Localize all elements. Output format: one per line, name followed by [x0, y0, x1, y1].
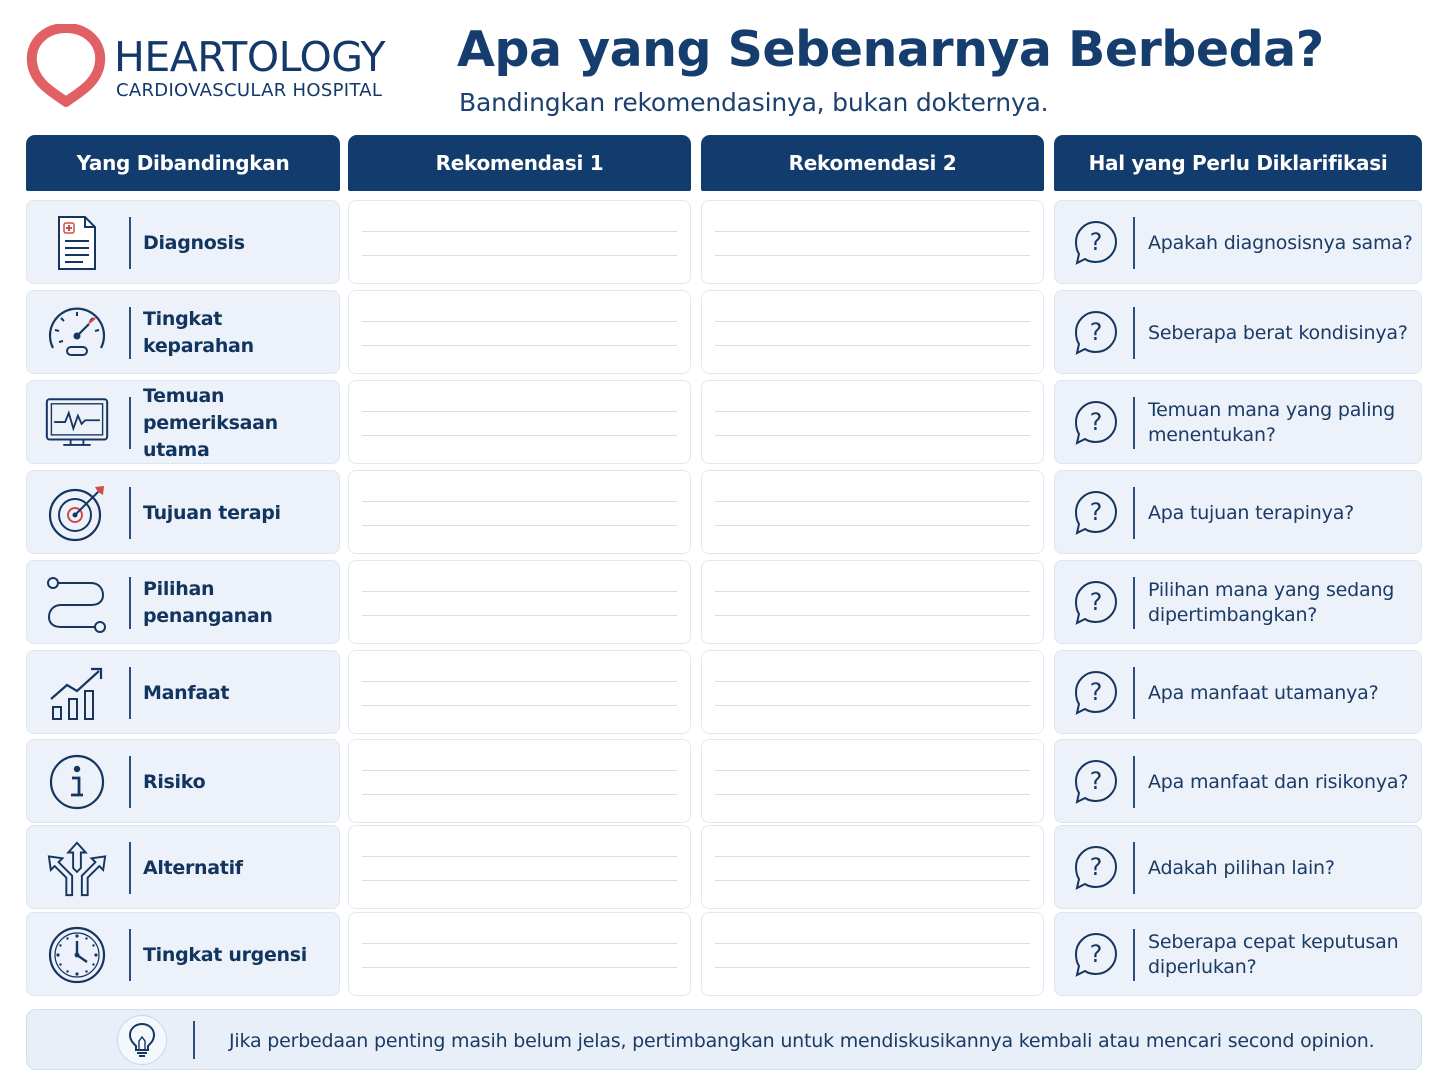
target-icon: [47, 483, 107, 543]
row-label-cell: [26, 739, 340, 823]
recommendation-1-field[interactable]: [348, 290, 691, 374]
row-label: Risiko: [143, 770, 206, 793]
row-label: Alternatif: [143, 856, 243, 879]
table-row: [0, 825, 1448, 909]
question-bubble-icon: [1073, 758, 1119, 806]
recommendation-1-field[interactable]: [348, 650, 691, 734]
question-bubble-icon: [1073, 579, 1119, 627]
row-label-cell: [26, 290, 340, 374]
clarify-question: Apa manfaat dan risikonya?: [1148, 770, 1409, 793]
recommendation-2-field[interactable]: [701, 650, 1044, 734]
question-bubble-icon: [1073, 844, 1119, 892]
recommendation-2-field[interactable]: [701, 380, 1044, 464]
table-row: [0, 290, 1448, 374]
table-row: [0, 470, 1448, 554]
clarify-question: Apa manfaat utamanya?: [1148, 681, 1379, 704]
clarify-question: Temuan mana yang paling menentukan?: [1148, 399, 1396, 446]
lightbulb-icon: [117, 1015, 167, 1065]
row-label: Pilihan penanganan: [143, 578, 273, 627]
growth-chart-icon: [47, 663, 107, 723]
heart-logo-icon: [26, 24, 106, 108]
clarify-cell: [1054, 290, 1422, 374]
clarify-cell: [1054, 825, 1422, 909]
clarify-cell: [1054, 470, 1422, 554]
column-header-recommendation-2: Rekomendasi 2: [701, 135, 1044, 191]
table-row: [0, 650, 1448, 734]
clarify-cell: [1054, 380, 1422, 464]
gauge-icon: [45, 304, 109, 362]
column-header-clarify: Hal yang Perlu Diklarifikasi: [1054, 135, 1422, 191]
clarify-cell: [1054, 560, 1422, 644]
hospital-logo: [26, 24, 416, 114]
recommendation-2-field[interactable]: [701, 290, 1044, 374]
table-row: [0, 560, 1448, 644]
clarify-question: Apakah diagnosisnya sama?: [1148, 231, 1413, 254]
table-row: [0, 380, 1448, 464]
clarify-cell: [1054, 912, 1422, 996]
row-label-cell: [26, 470, 340, 554]
svg-text:?: ?: [1089, 678, 1103, 706]
recommendation-1-field[interactable]: [348, 200, 691, 284]
recommendation-2-field[interactable]: [701, 470, 1044, 554]
recommendation-1-field[interactable]: [348, 560, 691, 644]
row-label-cell: [26, 650, 340, 734]
split-arrow-icon: [45, 838, 109, 898]
svg-text:?: ?: [1089, 767, 1103, 795]
svg-text:?: ?: [1089, 853, 1103, 881]
svg-text:?: ?: [1089, 940, 1103, 968]
svg-text:?: ?: [1089, 498, 1103, 526]
page-subtitle: Bandingkan rekomendasinya, bukan dokternya.: [459, 88, 1049, 117]
row-label: Tingkat keparahan: [143, 308, 254, 357]
clarify-question: Seberapa cepat keputusan diperlukan?: [1148, 931, 1399, 978]
clarify-question: Apa tujuan terapinya?: [1148, 501, 1355, 524]
table-row: [0, 912, 1448, 996]
row-label-cell: [26, 200, 340, 284]
info-icon: [48, 753, 106, 811]
svg-text:?: ?: [1089, 408, 1103, 436]
question-bubble-icon: [1073, 669, 1119, 717]
svg-text:?: ?: [1089, 228, 1103, 256]
question-bubble-icon: [1073, 219, 1119, 267]
recommendation-1-field[interactable]: [348, 470, 691, 554]
clarify-question: Pilihan mana yang sedang dipertimbangkan?: [1148, 579, 1395, 626]
logo-subtitle: CARDIOVASCULAR HOSPITAL: [116, 80, 383, 101]
recommendation-1-field[interactable]: [348, 912, 691, 996]
row-label: Temuan pemeriksaan utama: [143, 384, 278, 461]
clarify-question: Adakah pilihan lain?: [1148, 856, 1335, 879]
footer-text: Jika perbedaan penting masih belum jelas, pertimbangkan untuk mendiskusikannya kembali atau mencari second opinion.: [229, 1029, 1375, 1052]
page-title: Apa yang Sebenarnya Berbeda?: [457, 21, 1324, 78]
question-bubble-icon: [1073, 399, 1119, 447]
row-label: Tingkat urgensi: [143, 943, 307, 966]
clarify-cell: [1054, 650, 1422, 734]
question-bubble-icon: [1073, 931, 1119, 979]
row-label-cell: [26, 380, 340, 464]
recommendation-1-field[interactable]: [348, 825, 691, 909]
row-label-cell: [26, 825, 340, 909]
question-bubble-icon: [1073, 309, 1119, 357]
recommendation-2-field[interactable]: [701, 825, 1044, 909]
recommendation-2-field[interactable]: [701, 560, 1044, 644]
path-icon: [45, 573, 109, 633]
svg-text:?: ?: [1089, 318, 1103, 346]
recommendation-1-field[interactable]: [348, 380, 691, 464]
table-row: [0, 200, 1448, 284]
clock-icon: [47, 925, 107, 985]
clarify-question: Seberapa berat kondisinya?: [1148, 321, 1408, 344]
question-bubble-icon: [1073, 489, 1119, 537]
column-header-compared: Yang Dibandingkan: [26, 135, 340, 191]
clarify-cell: [1054, 200, 1422, 284]
recommendation-2-field[interactable]: [701, 912, 1044, 996]
footer-note: [26, 1009, 1422, 1070]
clarify-cell: [1054, 739, 1422, 823]
row-label: Manfaat: [143, 681, 230, 704]
svg-text:?: ?: [1089, 588, 1103, 616]
column-header-recommendation-1: Rekomendasi 1: [348, 135, 691, 191]
monitor-icon: [45, 395, 109, 451]
logo-name: HEARTOLOGY: [114, 33, 386, 81]
recommendation-1-field[interactable]: [348, 739, 691, 823]
row-label-cell: [26, 912, 340, 996]
document-icon: [53, 214, 101, 272]
recommendation-2-field[interactable]: [701, 739, 1044, 823]
table-row: [0, 739, 1448, 823]
row-label-cell: [26, 560, 340, 644]
row-label: Tujuan terapi: [143, 501, 281, 524]
recommendation-2-field[interactable]: [701, 200, 1044, 284]
row-label: Diagnosis: [143, 231, 245, 254]
